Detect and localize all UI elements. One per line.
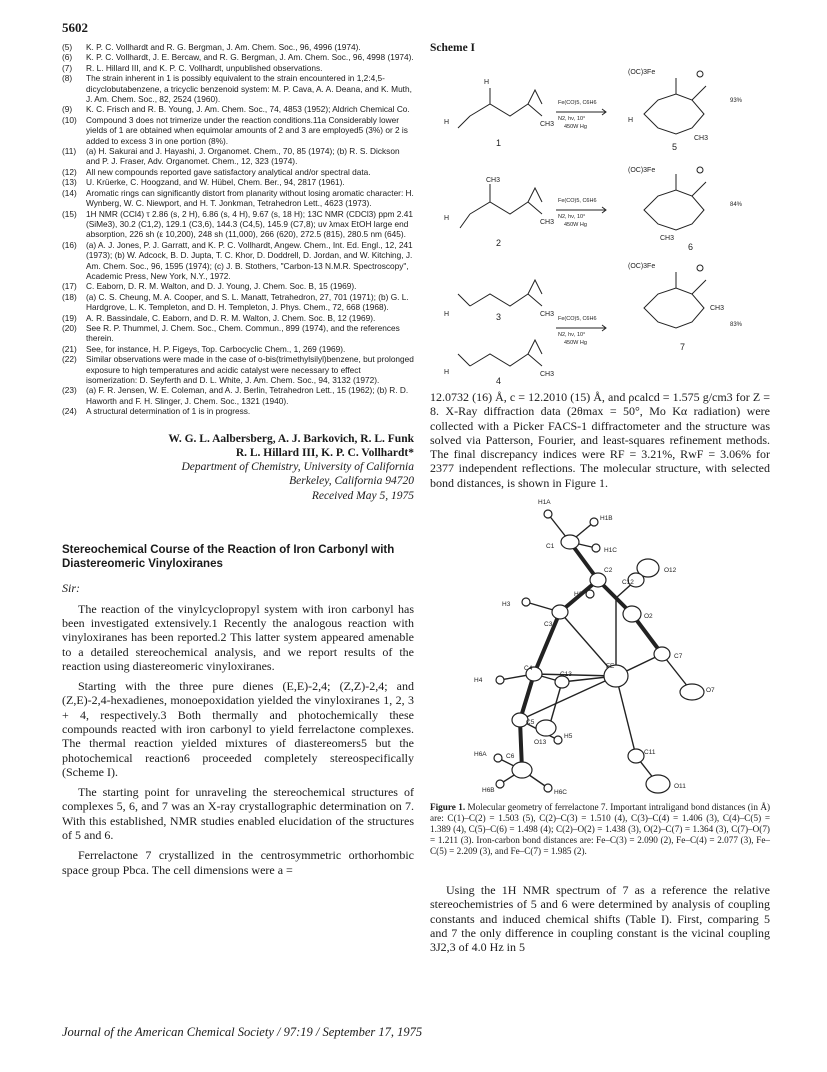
atom-label: C13	[560, 671, 572, 679]
atom-label: O13	[534, 739, 547, 747]
molecule-4-bonds	[458, 340, 542, 366]
condition-label: N2, hν, 10°	[558, 214, 586, 220]
lamp-label: 450W Hg	[564, 124, 587, 130]
yield-label: 84%	[730, 202, 743, 208]
body-paragraph: 12.0732 (16) Å, c = 12.2010 (15) Å, and ρcalcd = 1.575 g/cm3 for Z = 8. X-Ray diffraction data (2θmax = 50°, Mo Kα radiation) were collected with a Picker FACS-1 diffractometer and the structure was solved via Patterson, Fourier, and least-squares refinement methods. The final discrepancy indices were RF = 3.21%, RwF = 3.06% for 2377 independent reflections. The molecular structure, with selected bond distances, is shown in Figure 1.	[430, 390, 770, 490]
complex-5-bonds	[644, 78, 706, 134]
reference-item: (11) (a) H. Sakurai and J. Hayashi, J. Organomet. Chem., 70, 85 (1974); (b) R. S. Dickson and P. J. Fraser, Adv. Organomet. Chem., 12, 323 (1974).	[62, 146, 400, 167]
fe-complex-label: (OC)3Fe	[628, 69, 656, 76]
reagent-label: Fe(CO)5, C6H6	[558, 316, 597, 322]
lamp-label: 450W Hg	[564, 340, 587, 346]
reference-item: (14) Aromatic rings can significantly distort from planarity without losing aromatic character: H. Wynberg, W. C. Niewport, and H. T. Jonkman, Tetrahedron Lett., 4623 (1973).	[62, 187, 414, 209]
compound-label: 6	[688, 242, 694, 252]
atom-label: H2	[574, 591, 583, 599]
reference-item: (10) Compound 3 does not trimerize under the reaction conditions.11a Considerably lower yields of 1 are obtained when equimolar amounts of 2 and 3 are employed5 (3%) or 2 is added to excess 3 in one portion (8%).	[62, 114, 408, 146]
reference-item: (24) A structural determination of 1 is in progress.	[62, 406, 251, 417]
reference-item: (23) (a) F. R. Jensen, W. E. Coleman, and A. J. Berlin, Tetrahedron Lett., 15 (1962); (b) R. D. Haworth and F. H. Slinger, J. Chem. Soc., 1321 (1940).	[62, 385, 409, 406]
lamp-label: 450W Hg	[564, 222, 587, 228]
compound-label: 5	[672, 142, 678, 152]
compound-label: 2	[496, 238, 502, 248]
atom-label: C12	[622, 579, 634, 587]
atom-label: C3	[544, 621, 553, 629]
h-label: H	[628, 117, 634, 124]
reference-item: (18) (a) C. S. Cheung, M. A. Cooper, and S. L. Manatt, Tetrahedron, 27, 701 (1971); (b) G. L. Hardgrove, L. K. Templeton, and D. H. Templeton, J. Phys. Chem., 72, 668 (1968).	[62, 291, 409, 313]
atom-label: H3	[502, 601, 511, 609]
atom-label: H1C	[604, 547, 618, 555]
atom-label: H6C	[554, 789, 568, 797]
condition-label: N2, hν, 10°	[558, 116, 586, 122]
molecular-structure-figure	[430, 492, 770, 798]
compound-label: 4	[496, 376, 502, 386]
reference-item: (22) Similar observations were made in the case of o-bis(trimethylsilyl)benzene, but prolonged exposure to high temperatures and acidic catalyst were necessary to effect isomerization: D. Seyferth and D. L. White, J. Am. Chem. Soc., 94, 3132 (1972).	[62, 354, 414, 385]
atom-label: O2	[644, 613, 653, 621]
atom-label: FE	[606, 663, 615, 671]
h-label: H	[484, 79, 490, 86]
reference-item: (12) All new compounds reported gave satisfactory analytical and/or spectral data.	[62, 166, 371, 177]
reference-item: (5) K. P. C. Vollhardt and R. G. Bergman, J. Am. Chem. Soc., 96, 4996 (1974).	[62, 42, 361, 52]
authors-line: R. L. Hillard III, K. P. C. Vollhardt*	[235, 446, 414, 459]
body-paragraph: Starting with the three pure dienes (E,E)-2,4; (Z,Z)-2,4; and (Z,E)-2,4-hexadienes, monoepoxidation yielded the vinyloxiranes 1, 2, 3 + 4, respectively.3 Both thermally and photochemically these compounds reacted with iron carbonyl to yield ferrelactone complexes. The thermal reaction yielded mixtures of diastereomers5 but the photochemical reaction6 proceeded completely stereospecifically (Scheme I).	[62, 679, 414, 779]
body-paragraph: The starting point for unraveling the stereochemical structures of complexes 5, 6, and 7 was an X-ray crystallographic determination on 7. With this established, NMR studies enabled elucidation of the structures of 5 and 6.	[62, 785, 414, 843]
right-column	[430, 42, 770, 955]
reference-item: (19) A. R. Bassindale, C. Eaborn, and D. R. M. Walton, J. Chem. Soc. B, 12 (1969).	[62, 312, 376, 323]
atom-label: C2	[604, 567, 613, 575]
atom-label: C6	[506, 753, 515, 761]
yield-label: 83%	[730, 322, 743, 328]
atom-label: H6B	[482, 787, 495, 795]
authors	[62, 432, 414, 460]
received-date: Received May 5, 1975	[311, 489, 414, 502]
atom-label: H5	[564, 733, 573, 741]
left-column	[62, 42, 414, 877]
figure-caption-label: Figure 1.	[430, 802, 466, 813]
reference-item: (9) K. C. Frisch and R. B. Young, J. Am. Chem. Soc., 74, 4853 (1952); Aldrich Chemical Co.	[62, 104, 410, 115]
h-label: H	[444, 369, 450, 376]
ch3-label: CH3	[660, 235, 675, 242]
compound-label: 1	[496, 138, 502, 148]
complex-7-bonds	[644, 272, 706, 328]
reference-item: (21) See, for instance, H. P. Figeys, Top. Carbocyclic Chem., 1, 269 (1969).	[62, 343, 346, 354]
atom-label: H1B	[600, 515, 613, 523]
reference-item: (8) The strain inherent in 1 is possibly equivalent to the strain encountered in 1,2:4,5-dicyclobutabenzene, a tricyclic benzenoid system: M. P. Cava, A. A. Deana, and K. Muth, J. Am. Chem. Soc., 82, 2524 (1960).	[62, 73, 412, 105]
ch3-label: CH3	[540, 121, 555, 128]
salutation: Sir:	[62, 580, 80, 595]
article-title: Stereochemical Course of the Reaction of Iron Carbonyl with Diastereomeric Vinyloxiranes	[62, 543, 395, 570]
atom-label: O7	[706, 687, 715, 695]
atom-label: O11	[674, 783, 686, 791]
ch3-label: CH3	[540, 371, 555, 378]
yield-label: 93%	[730, 98, 743, 104]
ch3-label: CH3	[540, 311, 555, 318]
reference-list	[62, 42, 414, 417]
compound-label: 7	[680, 342, 686, 352]
atom-label: H1A	[538, 499, 551, 507]
reference-item: (7) R. L. Hillard III, and K. P. C. Vollhardt, unpublished observations.	[62, 62, 323, 73]
molecule-3-bonds	[458, 280, 542, 306]
condition-label: N2, hν, 10°	[558, 332, 586, 338]
reference-item: (17) C. Eaborn, D. R. M. Walton, and D. J. Young, J. Chem. Soc. B, 15 (1969).	[62, 281, 357, 292]
reference-item: (16) (a) A. J. Jones, P. J. Garratt, and K. P. C. Vollhardt, Angew. Chem., Int. Ed. Engl., 12, 241 (1973); (b) W. Adcock, B. D. Jupta, T. C. Khor, D. Doddrell, D. Jordan, and W. Kitching, J. Am. Chem. Soc., 96, 1595 (1974); (c) J. B. Stothers, "Carbon-13 N.M.R. Spectroscopy", Academic Press, New York, N.Y., 1972.	[62, 239, 413, 281]
reagent-label: Fe(CO)5, C6H6	[558, 100, 597, 106]
affiliation	[62, 460, 414, 488]
scheme-title: Scheme I	[430, 42, 476, 54]
atom-label: H6A	[474, 751, 487, 759]
atom-label: C1	[546, 543, 555, 551]
fe-complex-label: (OC)3Fe	[628, 167, 656, 174]
reference-item: (13) U. Krüerke, C. Hoogzand, and W. Hübel, Chem. Ber., 94, 2817 (1961).	[62, 177, 345, 188]
atom-label: O12	[664, 567, 677, 575]
authors-line: W. G. L. Aalbersberg, A. J. Barkovich, R. L. Funk	[168, 432, 414, 445]
ch3-label: CH3	[710, 305, 725, 312]
atom-label: C5	[526, 719, 535, 727]
atom-label: C4	[524, 665, 533, 673]
ch3-label: CH3	[540, 219, 555, 226]
molecule-1-bonds	[458, 88, 542, 128]
ortep-diagram-svg	[430, 492, 770, 798]
reference-item: (15) 1H NMR (CCl4) τ 2.86 (s, 2 H), 6.86 (s, 4 H), 9.67 (s, 18 H); 13C NMR (CDCl3) ppm 2.41 (SiMe3), 30.2 (C1,2), 129.1 (C3,6), 144.3 (C4,5), 145.9 (C7,8); uv λmax EtOH large end absorption, 226 sh (ε 10,200), 248 sh (11,000), 266 (620), 272.5 (815), 280.5 nm (645).	[62, 208, 413, 240]
atom-label: C7	[674, 653, 683, 661]
reaction-scheme-svg	[430, 54, 770, 390]
reference-item: (6) K. P. C. Vollhardt, J. E. Bercaw, and R. G. Bergman, J. Am. Chem. Soc., 96, 4998 (1974).	[62, 52, 414, 63]
body-paragraph: The reaction of the vinylcyclopropyl system with iron carbonyl has been investigated extensively.1 Recently the analogous reaction with vinyloxiranes has been reported.2 This latter system appeared amenable to a detailed stereochemical analysis, and we report results of the reaction using diastereomeric vinyloxiranes.	[62, 601, 414, 673]
atom-label: H4	[474, 677, 483, 685]
figure-caption	[430, 802, 770, 857]
h-label: H	[444, 311, 450, 318]
body-paragraph: Using the 1H NMR spectrum of 7 as a reference the relative stereochemistries of 5 and 6 were determined by analysis of coupling constants and induced chemical shifts (Table I). First, comparing 5 and 7 the only difference in coupling constant is the vicinal coupling 3J2,3 of 4.0 Hz in 5	[430, 883, 770, 955]
reaction-scheme	[430, 54, 770, 390]
h-label: H	[444, 119, 450, 126]
body-paragraph: Ferrelactone 7 crystallized in the centrosymmetric orthorhombic space group Pbca. The cell dimensions were a =	[62, 848, 414, 877]
affiliation-line: Department of Chemistry, University of California	[181, 460, 414, 473]
complex-6-bonds	[644, 174, 706, 230]
reagent-label: Fe(CO)5, C6H6	[558, 198, 597, 204]
figure-caption-text: Molecular geometry of ferrelactone 7. Important intraligand bond distances (in Å) are: C(1)–C(2) = 1.503 (5), C(2)–C(3) = 1.510 (4), C(3)–C(4) = 1.406 (3), C(4)–C(5) = 1.389 (4), C(5)–C(6) = 1.498 (4); C(2)–O(2) = 1.438 (3), O(2)–C(7) = 1.364 (3), C(7)–O(7) = 1.211 (3). Iron-carbon bond distances are: Fe–C(3) = 2.090 (2), Fe–C(4) = 2.077 (3), Fe–C(5) = 2.209 (3), and Fe–C(7) = 1.985 (2).	[430, 802, 771, 857]
atom-label: C11	[644, 749, 656, 757]
ch3-label: CH3	[694, 135, 709, 142]
journal-footer: Journal of the American Chemical Society / 97:19 / September 17, 1975	[62, 1025, 423, 1039]
reference-item: (20) See R. P. Thummel, J. Chem. Soc., Chem. Commun., 899 (1974), and the references therein.	[62, 322, 400, 344]
h-label: H	[444, 215, 450, 222]
ch3-label: CH3	[486, 177, 501, 184]
page-number: 5602	[62, 20, 88, 35]
affiliation-line: Berkeley, California 94720	[289, 474, 414, 487]
compound-label: 3	[496, 312, 502, 322]
molecule-2-bonds	[460, 184, 542, 228]
fe-complex-label: (OC)3Fe	[628, 263, 656, 270]
